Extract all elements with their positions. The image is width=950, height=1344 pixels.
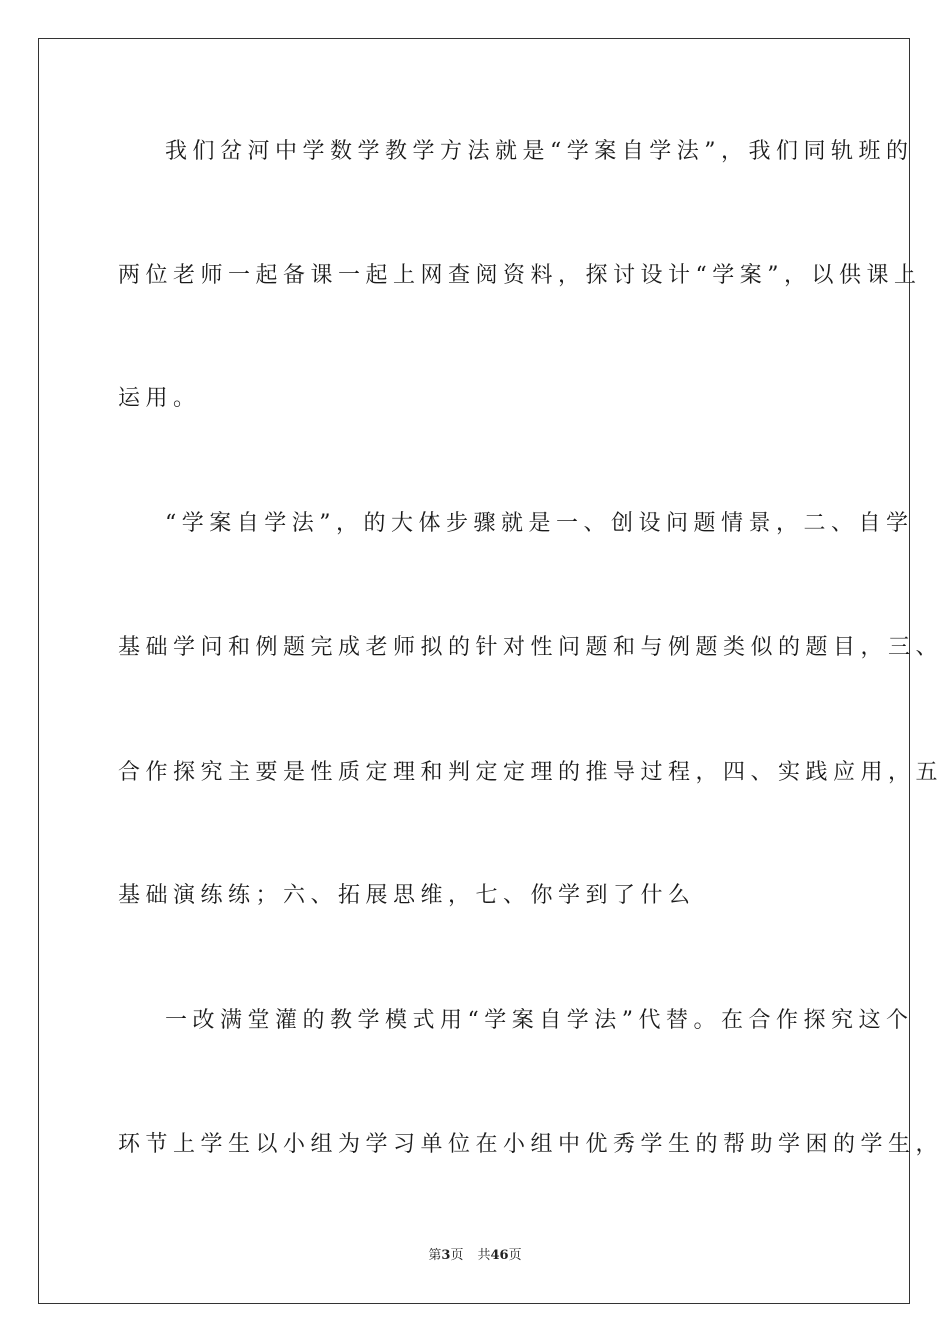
paragraph-1-line-1: 我们岔河中学数学教学方法就是“学案自学法”，我们同轨班的 [165, 139, 914, 164]
footer-page-prefix: 第 [428, 1248, 442, 1263]
page-footer [0, 1246, 950, 1266]
paragraph-2-line-1: “学案自学法”，的大体步骤就是一、创设问题情景，二、自学 [165, 511, 914, 536]
footer-page-suffix: 页 [450, 1248, 464, 1263]
paragraph-1-line-3: 运用。 [118, 386, 201, 411]
paragraph-1-line-2: 两位老师一起备课一起上网查阅资料，探讨设计“学案”，以供课上 [118, 263, 922, 288]
paragraph-2-line-4: 基础演练练；六、拓展思维，七、你学到了什么 [118, 883, 696, 908]
footer-page-number: 3 [441, 1248, 451, 1263]
footer-total-suffix: 页 [508, 1248, 522, 1263]
footer-total-number: 46 [490, 1248, 509, 1263]
paragraph-2-line-2: 基础学问和例题完成老师拟的针对性问题和与例题类似的题目，三、 [118, 635, 944, 660]
paragraph-3-line-1: 一改满堂灌的教学模式用“学案自学法”代替。在合作探究这个 [165, 1008, 914, 1033]
footer-total-prefix: 共 [477, 1248, 491, 1263]
paragraph-2-line-3: 合作探究主要是性质定理和判定定理的推导过程，四、实践应用，五 [118, 760, 944, 785]
paragraph-3-line-2: 环节上学生以小组为学习单位在小组中优秀学生的帮助学困的学生， [118, 1132, 944, 1157]
page-border [38, 38, 944, 1304]
